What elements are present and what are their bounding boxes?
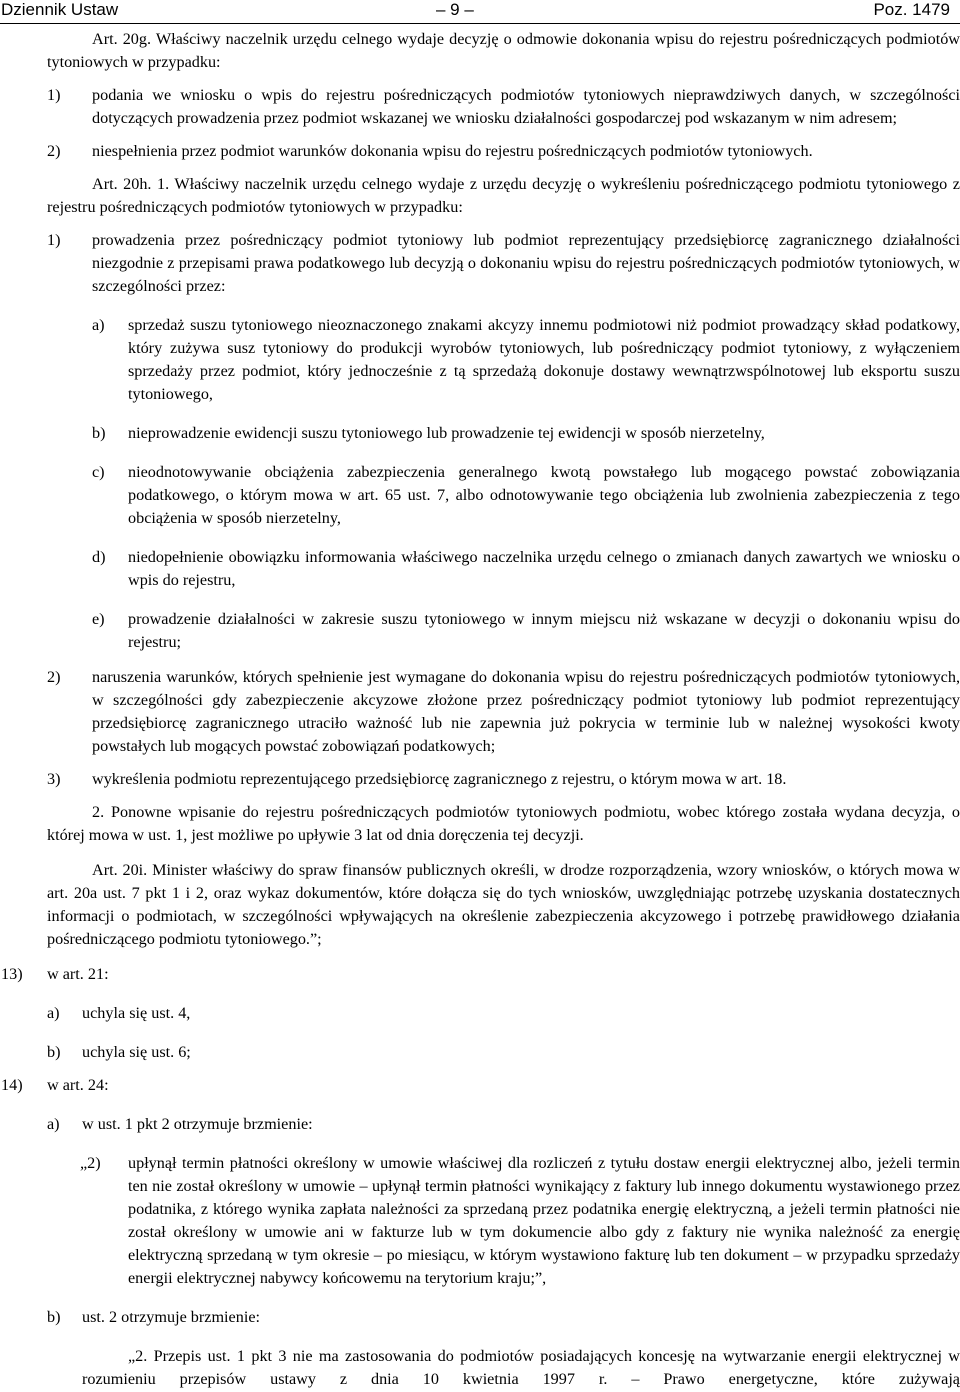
quoted-ust-2: „2. Przepis ust. 1 pkt 3 nie ma zastosowania do podmiotów posiadających koncesję na wytwarzanie energii elektrycznej w rozumieniu przepisów ustawy z dnia 10 kwietnia 1997 r. – Prawo energetyczne, które zużywają xyxy=(82,1347,960,1388)
point-text: podania we wniosku o wpis do rejestru pośredniczących podmiotów tytoniowych nieprawdziwych danych, w szczególności dotyczących prowadzenia przez podmiot wskazanej we wniosku działalności gospodarczej pod wskazanym w nim adresem; xyxy=(92,86,960,127)
quoted-label: „2) xyxy=(80,1154,101,1172)
letter-label: b) xyxy=(47,1043,61,1061)
point-label: 14) xyxy=(1,1076,23,1094)
art-20h-letter-d xyxy=(0,546,960,592)
art-20h-letter-b xyxy=(0,422,960,445)
point-label: 3) xyxy=(47,770,61,788)
document-body xyxy=(0,28,960,1391)
letter-label: a) xyxy=(92,316,105,334)
art-20g-intro: Art. 20g. Właściwy naczelnik urzędu celnego wydaje decyzję o odmowie dokonania wpisu do rejestru pośredniczących podmiotów tytoniowych w przypadku: xyxy=(47,30,960,71)
letter-label: a) xyxy=(47,1115,60,1133)
header-rule xyxy=(0,23,960,24)
amendment-14 xyxy=(0,1074,960,1097)
letter-text: uchyla się ust. 4, xyxy=(82,1004,191,1022)
quoted-point-2 xyxy=(0,1152,960,1290)
letter-text: uchyla się ust. 6; xyxy=(82,1043,191,1061)
point-text: niespełnienia przez podmiot warunków dokonania wpisu do rejestru pośredniczących podmiotów tytoniowych. xyxy=(92,142,813,160)
amendment-13-letter-b xyxy=(0,1041,960,1064)
page-header xyxy=(0,0,960,22)
art-20i: Art. 20i. Minister właściwy do spraw finansów publicznych określi, w drodze rozporządzenia, wzory wniosków, o których mowa w art. 20a ust. 7 pkt 1 i 2, oraz wykaz dokumentów, które dołącza się do tych wniosków, uwzględniając potrzebę uzyskania dostatecznych informacji o podmiotach, w szczególności wpływających na określenie zabezpieczenia akcyzowego i potrzebę prawidłowego działania pośredniczącego podmiotu tytoniowego.”; xyxy=(47,861,960,948)
letter-label: e) xyxy=(92,610,105,628)
letter-label: b) xyxy=(47,1308,61,1326)
letter-text: prowadzenie działalności w zakresie suszu tytoniowego w innym miejscu niż wskazane w decyzji o dokonaniu wpisu do rejestru; xyxy=(128,610,960,651)
point-label: 1) xyxy=(47,231,61,249)
point-text: w art. 21: xyxy=(47,965,109,983)
amendment-13 xyxy=(0,963,960,986)
point-label: 2) xyxy=(47,142,61,160)
amendment-14-letter-a xyxy=(0,1113,960,1136)
journal-name: Dziennik Ustaw xyxy=(1,0,119,19)
point-text: wykreślenia podmiotu reprezentującego przedsiębiorcę zagranicznego z rejestru, o którym mowa w art. 18. xyxy=(92,770,787,788)
art-20h-point-2 xyxy=(0,666,960,758)
quoted-text: upłynął termin płatności określony w umowie właściwej dla rozliczeń z tytułu dostaw energii elektrycznej albo, jeżeli termin ten nie został określony w umowie – upłynął termin płatności wynikający z faktury lub innego dokumentu wystawionego przez podatnika, z którego wynika zapłata należności za sprzedaną przez podatnika energię elektryczną, a jeżeli termin płatności nie został określony w umowie ani w fakturze lub w tym dokumencie albo gdy z faktury nie wynika należność za energię elektryczną sprzedaną w tym okresie – po miesiącu, w którym wystawiono fakturę lub ten dokument – w przypadku sprzedaży energii elektrycznej nabywcy końcowemu na terytorium kraju;”, xyxy=(128,1154,960,1287)
art-20h-letter-c xyxy=(0,461,960,530)
letter-label: b) xyxy=(92,424,106,442)
point-label: 13) xyxy=(1,965,23,983)
letter-label: d) xyxy=(92,548,106,566)
point-label: 2) xyxy=(47,668,61,686)
point-text: naruszenia warunków, których spełnienie jest wymagane do dokonania wpisu do rejestru pośredniczących podmiotów tytoniowych, w szczególności gdy zabezpieczenie akcyzowe złożone przez pośredniczący podmiot tytoniowy lub podmiot reprezentujący przedsiębiorcę zagranicznego utraciło ważność lub nie zapewnia już pokrycia w terminie lub w należnej wysokości kwoty powstałych lub mogących powstać zobowiązań podatkowych; xyxy=(92,668,960,755)
point-text: prowadzenia przez pośredniczący podmiot tytoniowy lub podmiot reprezentujący przedsiębiorcę zagranicznego działalności niezgodnie z przepisami prawa podatkowego lub decyzją o dokonaniu wpisu do rejestru pośredniczących podmiotów tytoniowych, w szczególności przez: xyxy=(92,231,960,295)
art-20h-intro: Art. 20h. 1. Właściwy naczelnik urzędu celnego wydaje z urzędu decyzję o wykreśleniu pośredniczącego podmiotu tytoniowego z rejestru pośredniczących podmiotów tytoniowych w przypadku: xyxy=(47,175,960,216)
amendment-14-letter-b xyxy=(0,1306,960,1329)
letter-text: niedopełnienie obowiązku informowania właściwego naczelnika urzędu celnego o zmianach danych zawartych we wniosku o wpis do rejestru, xyxy=(128,548,960,589)
art-20g-point-2 xyxy=(0,140,960,163)
letter-text: nieprowadzenie ewidencji suszu tytoniowego lub prowadzenie tej ewidencji w sposób nierzetelny, xyxy=(128,424,765,442)
letter-label: c) xyxy=(92,463,105,481)
art-20g-point-1 xyxy=(0,84,960,130)
point-text: w art. 24: xyxy=(47,1076,109,1094)
art-20h-letter-e xyxy=(0,608,960,654)
art-20h-letter-a xyxy=(0,314,960,406)
art-20h-point-1 xyxy=(0,229,960,298)
page-number: – 9 – xyxy=(436,0,474,19)
art-20h-point-3 xyxy=(0,768,960,791)
art-20h-ust-2: 2. Ponowne wpisanie do rejestru pośredniczących podmiotów tytoniowych podmiotu, wobec którego została wydana decyzja, o której mowa w ust. 1, jest możliwe po upływie 3 lat od dnia doręczenia tej decyzji. xyxy=(47,803,960,844)
letter-text: sprzedaż suszu tytoniowego nieoznaczonego znakami akcyzy innemu podmiotowi niż podmiot prowadzący skład podatkowy, który zużywa susz tytoniowy do produkcji wyrobów tytoniowych, lub pośredniczący podmiot tytoniowy, z wyłączeniem sprzedaży przez podmiot, który jednocześnie z tą sprzedażą dokonuje dostawy wewnątrzwspólnotowej lub eksportu suszu tytoniowego, xyxy=(128,316,960,403)
amendment-13-letter-a xyxy=(0,1002,960,1025)
letter-text: nieodnotowywanie obciążenia zabezpieczenia generalnego kwotą powstałego lub mogącego powstać zobowiązania podatkowego, o którym mowa w art. 65 ust. 7, albo odnotowywanie tego obciążenia lub zwolnienia zabezpieczenia z tego obciążenia w sposób nierzetelny, xyxy=(128,463,960,527)
letter-text: ust. 2 otrzymuje brzmienie: xyxy=(82,1308,261,1326)
letter-label: a) xyxy=(47,1004,60,1022)
letter-text: w ust. 1 pkt 2 otrzymuje brzmienie: xyxy=(82,1115,313,1133)
point-label: 1) xyxy=(47,86,61,104)
position-number: Poz. 1479 xyxy=(873,0,950,19)
